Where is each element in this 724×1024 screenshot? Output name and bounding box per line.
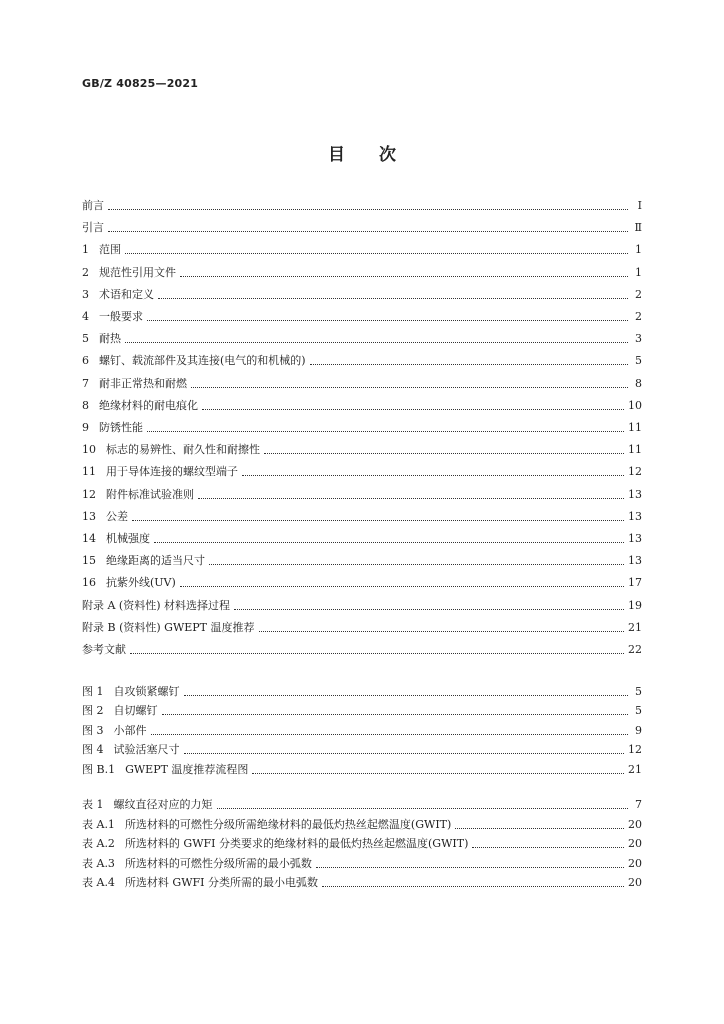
figure-entry[interactable] <box>82 723 642 739</box>
toc-entry[interactable] <box>82 265 642 281</box>
entry-number: 1 <box>82 243 89 256</box>
entry-title: 所选材料的可燃性分级所需的最小弧数 <box>124 857 312 870</box>
entry-title: 螺纹直径对应的力矩 <box>113 798 213 811</box>
entry-number: 8 <box>82 399 89 412</box>
entry-page-number: 10 <box>628 399 642 412</box>
entry-number: 表 A.3 <box>82 857 115 870</box>
dot-leader <box>180 586 624 587</box>
entry-page-number: 2 <box>635 310 642 323</box>
entry-number: 12 <box>82 488 96 501</box>
toc-entry[interactable] <box>82 487 642 503</box>
entry-page-number: 11 <box>628 421 642 434</box>
entry-number: 6 <box>82 354 89 367</box>
entry-title: 小部件 <box>113 724 147 737</box>
entry-number: 5 <box>82 332 89 345</box>
dot-leader <box>322 886 624 887</box>
toc-entry[interactable] <box>82 642 642 658</box>
entry-number: 13 <box>82 510 96 523</box>
toc-entry[interactable] <box>82 398 642 414</box>
title-char-2: 次 <box>379 145 396 165</box>
entry-number: 10 <box>82 443 96 456</box>
entry-title: 自切螺钉 <box>113 704 158 717</box>
title-char-1: 目 <box>328 145 345 165</box>
toc-entry[interactable] <box>82 509 642 525</box>
dot-leader <box>455 828 624 829</box>
dot-leader <box>234 609 624 610</box>
entry-page-number: 13 <box>628 510 642 523</box>
entry-page-number: 13 <box>628 488 642 501</box>
dot-leader <box>108 231 628 232</box>
entry-page-number: 21 <box>628 763 642 776</box>
dot-leader <box>209 564 624 565</box>
entry-title: 耐非正常热和耐燃 <box>99 377 187 390</box>
entry-page-number: 19 <box>628 599 642 612</box>
entry-number: 3 <box>82 288 89 301</box>
entry-title: 范围 <box>99 243 121 256</box>
entry-number: 15 <box>82 554 96 567</box>
standard-code: GB/Z 40825—2021 <box>82 77 199 90</box>
toc-entry[interactable] <box>82 464 642 480</box>
dot-leader <box>264 453 624 454</box>
figure-entry[interactable] <box>82 742 642 758</box>
toc-entry[interactable] <box>82 331 642 347</box>
entry-title: 所选材料的可燃性分级所需绝缘材料的最低灼热丝起燃温度(GWIT) <box>124 818 452 831</box>
entry-number: 16 <box>82 576 96 589</box>
entry-title: 抗紫外线(UV) <box>106 576 176 589</box>
entry-number: 图 1 <box>82 685 104 698</box>
dot-leader <box>108 209 628 210</box>
entry-title: 附录 B (资料性) GWEPT 温度推荐 <box>82 621 255 634</box>
dot-leader <box>154 542 624 543</box>
entry-title: 一般要求 <box>99 310 143 323</box>
table-entry[interactable] <box>82 797 642 813</box>
dot-leader <box>217 808 629 809</box>
entry-title: 规范性引用文件 <box>99 266 176 279</box>
dot-leader <box>158 298 628 299</box>
entry-page-number: 13 <box>628 554 642 567</box>
entry-title: 机械强度 <box>106 532 150 545</box>
entry-page-number: 8 <box>635 377 642 390</box>
entry-number: 图 4 <box>82 743 104 756</box>
dot-leader <box>472 847 624 848</box>
toc-entry[interactable] <box>82 442 642 458</box>
entry-number: 表 A.4 <box>82 876 115 889</box>
entry-title: GWEPT 温度推荐流程图 <box>125 763 249 776</box>
entry-page-number: 12 <box>628 743 642 756</box>
page-title <box>0 140 724 165</box>
dot-leader <box>191 387 628 388</box>
entry-title: 参考文献 <box>82 643 126 656</box>
entry-page-number: 9 <box>635 724 642 737</box>
dot-leader <box>147 320 628 321</box>
entry-page-number: 20 <box>628 876 642 889</box>
toc-entry[interactable] <box>82 531 642 547</box>
dot-leader <box>259 631 624 632</box>
dot-leader <box>310 364 628 365</box>
entry-page-number: 2 <box>635 288 642 301</box>
dot-leader <box>125 253 628 254</box>
entry-title: 前言 <box>82 199 104 212</box>
entry-number: 11 <box>82 465 96 478</box>
entry-page-number: 20 <box>628 818 642 831</box>
dot-leader <box>132 520 624 521</box>
dot-leader <box>151 734 629 735</box>
toc-entry[interactable] <box>82 553 642 569</box>
entry-number: 图 2 <box>82 704 104 717</box>
entry-page-number: 12 <box>628 465 642 478</box>
toc-entry[interactable] <box>82 376 642 392</box>
dot-leader <box>147 431 624 432</box>
dot-leader <box>202 409 624 410</box>
entry-page-number: 13 <box>628 532 642 545</box>
table-entry[interactable] <box>82 836 642 852</box>
entry-title: 标志的易辨性、耐久性和耐擦性 <box>106 443 260 456</box>
table-entry[interactable] <box>82 817 642 833</box>
toc-entry[interactable] <box>82 420 642 436</box>
toc-entry[interactable] <box>82 242 642 258</box>
table-entry[interactable] <box>82 875 642 891</box>
toc-entry[interactable] <box>82 620 642 636</box>
entry-title: 附件标准试验准则 <box>106 488 194 501</box>
entry-page-number: 3 <box>635 332 642 345</box>
entry-page-number: 5 <box>635 685 642 698</box>
dot-leader <box>184 753 625 754</box>
dot-leader <box>162 714 629 715</box>
entry-page-number: 7 <box>635 798 642 811</box>
dot-leader <box>184 695 629 696</box>
entry-number: 14 <box>82 532 96 545</box>
entry-title: 所选材料 GWFI 分类所需的最小电弧数 <box>124 876 319 889</box>
table-entry[interactable] <box>82 856 642 872</box>
entry-number: 4 <box>82 310 89 323</box>
entry-page-number: Ⅰ <box>637 199 642 212</box>
entry-title: 绝缘距离的适当尺寸 <box>106 554 205 567</box>
entry-title: 耐热 <box>99 332 121 345</box>
dot-leader <box>180 276 628 277</box>
entry-number: 图 3 <box>82 724 104 737</box>
entry-title: 引言 <box>82 221 104 234</box>
dot-leader <box>242 475 624 476</box>
entry-number: 表 A.2 <box>82 837 115 850</box>
entry-title: 防锈性能 <box>99 421 143 434</box>
entry-number: 7 <box>82 377 89 390</box>
toc-entry[interactable] <box>82 598 642 614</box>
toc-entry[interactable] <box>82 287 642 303</box>
figure-entry[interactable] <box>82 684 642 700</box>
figure-entry[interactable] <box>82 703 642 719</box>
figure-entry[interactable] <box>82 762 642 778</box>
entry-page-number: 11 <box>628 443 642 456</box>
entry-page-number: 5 <box>635 704 642 717</box>
entry-page-number: 20 <box>628 837 642 850</box>
toc-entry[interactable] <box>82 353 642 369</box>
toc-entry[interactable] <box>82 575 642 591</box>
dot-leader <box>316 867 624 868</box>
toc-entry[interactable] <box>82 309 642 325</box>
entry-page-number: 21 <box>628 621 642 634</box>
dot-leader <box>198 498 624 499</box>
entry-title: 所选材料的 GWFI 分类要求的绝缘材料的最低灼热丝起燃温度(GWIT) <box>124 837 469 850</box>
entry-page-number: 5 <box>635 354 642 367</box>
entry-page-number: 22 <box>628 643 642 656</box>
entry-title: 试验活塞尺寸 <box>113 743 180 756</box>
entry-title: 术语和定义 <box>99 288 154 301</box>
entry-title: 附录 A (资料性) 材料选择过程 <box>82 599 231 612</box>
entry-number: 2 <box>82 266 89 279</box>
entry-page-number: 20 <box>628 857 642 870</box>
entry-page-number: 1 <box>635 243 642 256</box>
entry-page-number: 17 <box>628 576 642 589</box>
entry-title: 公差 <box>106 510 128 523</box>
entry-page-number: 1 <box>635 266 642 279</box>
entry-title: 用于导体连接的螺纹型端子 <box>106 465 238 478</box>
entry-page-number: Ⅱ <box>634 221 642 234</box>
entry-number: 表 A.1 <box>82 818 115 831</box>
toc-entry[interactable] <box>82 198 642 214</box>
entry-number: 图 B.1 <box>82 763 116 776</box>
entry-number: 表 1 <box>82 798 104 811</box>
dot-leader <box>125 342 628 343</box>
entry-title: 螺钉、载流部件及其连接(电气的和机械的) <box>99 354 306 367</box>
entry-title: 绝缘材料的耐电痕化 <box>99 399 198 412</box>
dot-leader <box>252 773 624 774</box>
dot-leader <box>130 653 624 654</box>
toc-entry[interactable] <box>82 220 642 236</box>
entry-title: 自攻锁紧螺钉 <box>113 685 180 698</box>
entry-number: 9 <box>82 421 89 434</box>
